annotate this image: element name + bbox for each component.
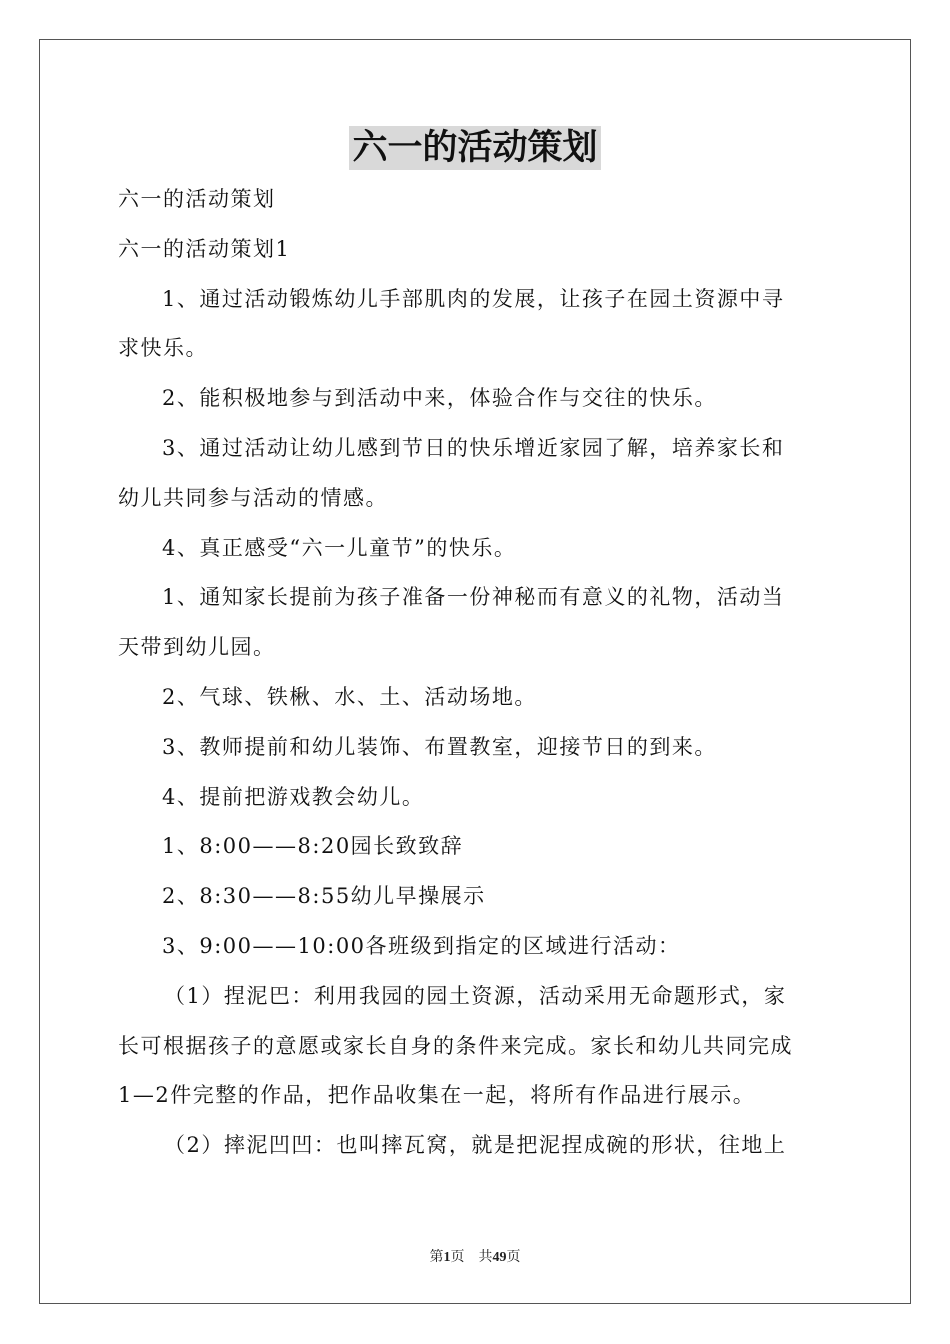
total-suffix: 页	[506, 1250, 521, 1265]
body-line-15: 2、8:30——8:55幼儿早操展示	[162, 884, 486, 909]
body-line-6: 3、通过活动让幼儿感到节日的快乐增近家园了解，培养家长和	[162, 435, 785, 460]
body-line-8: 4、真正感受“六一儿童节”的快乐。	[162, 535, 517, 560]
page-prefix: 第	[429, 1250, 444, 1265]
body-line-16: 3、9:00——10:00各班级到指定的区域进行活动：	[162, 933, 681, 958]
body-line-13: 4、提前把游戏教会幼儿。	[162, 784, 425, 809]
page-suffix: 页	[450, 1250, 465, 1265]
total-pages: 49	[492, 1250, 507, 1265]
page-number: 1	[443, 1250, 451, 1265]
body-line-5: 2、能积极地参与到活动中来，体验合作与交往的快乐。	[162, 386, 717, 411]
body-line-2: 六一的活动策划1	[118, 236, 291, 261]
body-line-17: （1）捏泥巴：利用我园的园土资源，活动采用无命题形式，家	[164, 983, 787, 1008]
body-line-14: 1、8:00——8:20园长致致辞	[162, 834, 464, 859]
body-line-11: 2、气球、铁楸、水、土、活动场地。	[162, 684, 537, 709]
body-line-18: 长可根据孩子的意愿或家长自身的条件来完成。家长和幼儿共同完成	[118, 1033, 793, 1058]
page-footer	[0, 1246, 950, 1266]
body-line-12: 3、教师提前和幼儿装饰、布置教室，迎接节日的到来。	[162, 734, 717, 759]
body-line-1: 六一的活动策划	[118, 187, 276, 211]
document-body	[118, 175, 838, 1171]
total-prefix: 共	[478, 1250, 493, 1265]
document-title: 六一的活动策划	[349, 126, 600, 170]
document-title-wrap	[0, 126, 950, 170]
body-line-3: 1、通过活动锻炼幼儿手部肌肉的发展，让孩子在园土资源中寻	[162, 286, 785, 311]
body-line-20: （2）摔泥凹凹：也叫摔瓦窝，就是把泥捏成碗的形状，往地上	[164, 1133, 787, 1158]
body-line-19: 1—2件完整的作品，把作品收集在一起，将所有作品进行展示。	[118, 1083, 756, 1108]
body-line-7: 幼儿共同参与活动的情感。	[118, 485, 388, 510]
body-line-9: 1、通知家长提前为孩子准备一份神秘而有意义的礼物，活动当	[162, 585, 785, 610]
body-line-4: 求快乐。	[118, 336, 208, 361]
body-line-10: 天带到幼儿园。	[118, 635, 276, 660]
